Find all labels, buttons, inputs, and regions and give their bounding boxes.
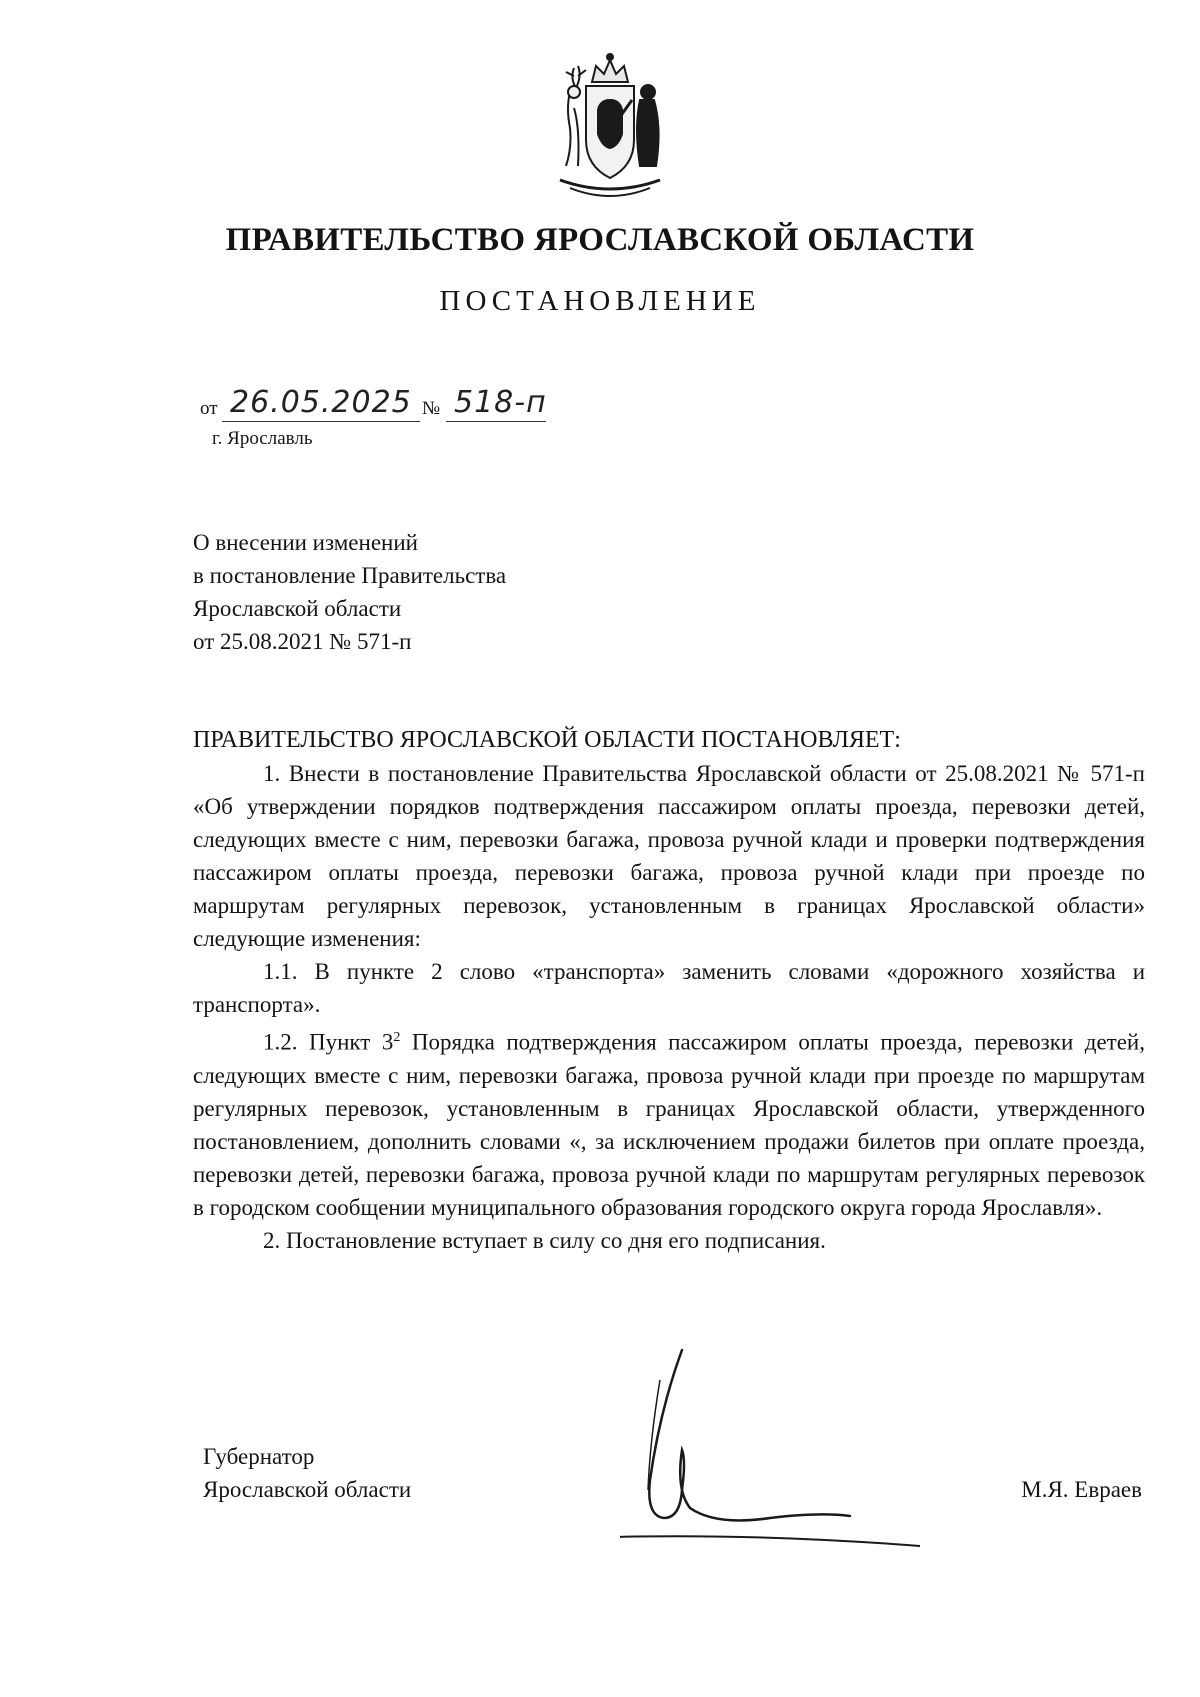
signer-position-line: Ярославской области: [203, 1477, 412, 1502]
signer-name: М.Я. Евраев: [1021, 1477, 1142, 1502]
resolution-heading: ПРАВИТЕЛЬСТВО ЯРОСЛАВСКОЙ ОБЛАСТИ ПОСТАНОВЛЯЕТ:: [193, 727, 901, 753]
subject-line: от 25.08.2021 № 571-п: [193, 629, 412, 654]
document-body: [193, 724, 1145, 1257]
superscript: 2: [393, 1030, 401, 1045]
signer-position: [203, 1440, 411, 1506]
number-label: №: [422, 398, 441, 419]
number-underline: [446, 421, 546, 422]
date-handwritten: 26.05.2025: [230, 385, 412, 420]
date-underline: [222, 421, 420, 422]
paragraph-1-2: [193, 1021, 1145, 1224]
city: г. Ярославль: [212, 428, 313, 449]
document-type: ПОСТАНОВЛЕНИЕ: [439, 285, 761, 317]
subject-line: Ярославской области: [193, 596, 402, 621]
paragraph-1-2-rest: Порядка подтверждения пассажиром оплаты проезда, перевозки детей, следующих вместе с ним, перевозки багажа, провоза ручной клади при проезде по маршрутам регулярных перевозок, установленным в границах Ярославской области, утвержденного постановлением, дополнить словами «, за исключением продажи билетов при оплате проезда, перевозки детей, перевозки багажа, провоза ручной клади по маршрутам регулярных перевозок в городском сообщении муниципального образования городского округа города Ярославля».: [193, 1029, 1145, 1220]
paragraph-1-1: 1.1. В пункте 2 слово «транспорта» заменить словами «дорожного хозяйства и транспорта».: [193, 959, 1145, 1017]
document-subject: [193, 526, 506, 658]
paragraph-1: 1. Внести в постановление Правительства Ярославской области от 25.08.2021 № 571-п «Об утверждении порядков подтверждения пассажиром оплаты проезда, перевозки детей, следующих вместе с ним, перевозки багажа, провоза ручной клади и проверки подтверждения пассажиром оплаты проезда, перевозки багажа, провоза ручной клади при проезде по маршрутам регулярных перевозок, установленным в границах Ярославской области» следующие изменения:: [193, 761, 1145, 951]
signer-position-line: Губернатор: [203, 1444, 315, 1469]
date-number-row: [200, 385, 700, 424]
date-label: от: [200, 398, 218, 419]
number-handwritten: 518-п: [454, 385, 547, 420]
yaroslavl-coat-of-arms-icon: [530, 48, 690, 208]
paragraph-2: 2. Постановление вступает в силу со дня его подписания.: [263, 1227, 826, 1253]
subject-line: в постановление Правительства: [193, 563, 507, 588]
paragraph-1-2-start: 1.2. Пункт 3: [263, 1029, 394, 1055]
government-title: ПРАВИТЕЛЬСТВО ЯРОСЛАВСКОЙ ОБЛАСТИ: [225, 222, 975, 258]
subject-line: О внесении изменений: [193, 530, 418, 555]
handwritten-signature-icon: [620, 1340, 980, 1560]
